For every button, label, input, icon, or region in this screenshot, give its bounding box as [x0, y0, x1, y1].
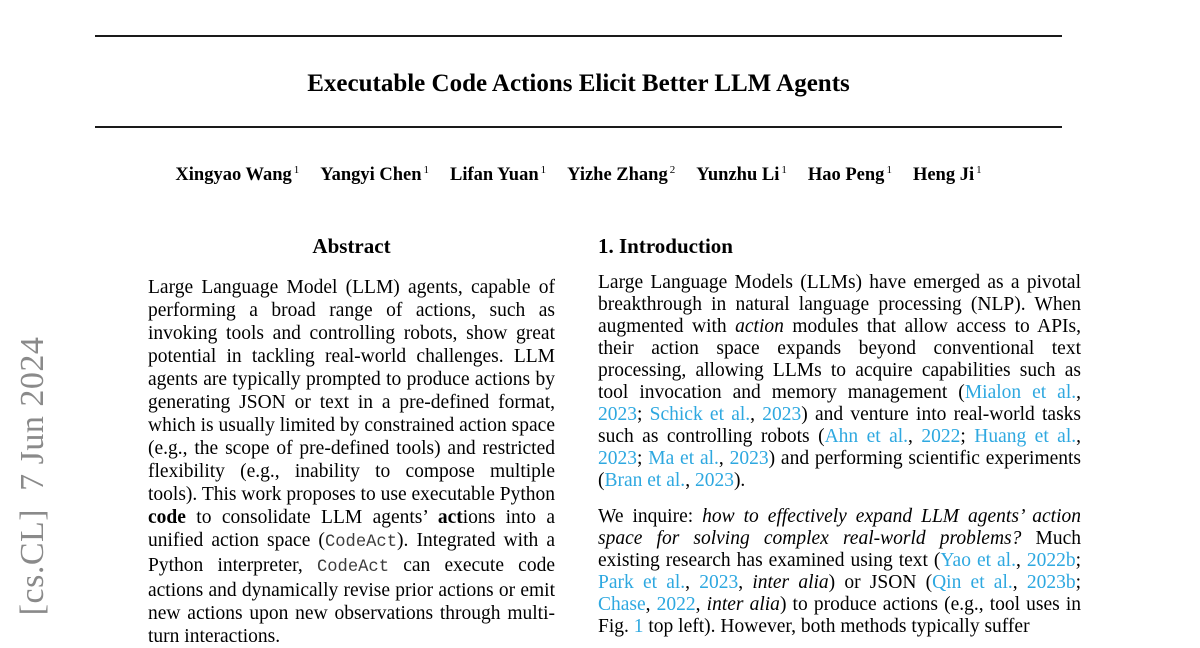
author [450, 165, 546, 186]
author [567, 165, 675, 186]
author-list [95, 165, 1062, 186]
author-affiliation-sup: 1 [781, 163, 787, 176]
text-segment: , [685, 470, 695, 491]
citation-link[interactable]: 2023b [1026, 572, 1076, 593]
author-affiliation-sup: 2 [669, 163, 676, 176]
text-segment: , [750, 404, 763, 425]
text-segment: act [437, 507, 463, 528]
citation-link[interactable]: Ma et al. [648, 448, 719, 469]
citation-link[interactable]: 2022 [921, 426, 961, 447]
text-segment: top left). However, both methods typically suffer [643, 616, 1030, 637]
citation-link[interactable]: Chase [598, 594, 646, 615]
text-segment: , [645, 594, 657, 615]
introduction-paragraph-2 [598, 506, 1081, 638]
abstract-text [148, 276, 555, 648]
author-name: Hao Peng [807, 165, 885, 185]
text-segment: ) and venture into real-world tasks such as controlling robots ( [598, 404, 1082, 447]
paper-title: Executable Code Actions Elicit Better LLM Agents [307, 70, 850, 97]
author-name: Yunzhu Li [696, 165, 780, 185]
citation-link[interactable]: Yao et al. [940, 550, 1016, 571]
text-segment: inter alia [706, 594, 780, 615]
author-name: Xingyao Wang [175, 165, 292, 185]
arxiv-watermark: [cs.CL] 7 Jun 2024 [14, 336, 51, 616]
text-segment: , [1015, 550, 1027, 571]
introduction-heading: 1. Introduction [598, 234, 733, 258]
text-segment: , [1076, 382, 1081, 403]
citation-link[interactable]: Schick et al. [649, 404, 751, 425]
text-segment: , [685, 572, 700, 593]
author-name: Yangyi Chen [320, 165, 422, 185]
author [175, 165, 299, 186]
author-affiliation-sup: 1 [540, 163, 547, 176]
citation-link[interactable]: Mialon et al. [964, 382, 1077, 403]
citation-link[interactable]: Qin et al. [932, 572, 1013, 593]
text-segment: code [148, 507, 186, 528]
text-segment: ; [960, 426, 975, 447]
citation-link[interactable]: 2022 [656, 594, 696, 615]
text-segment: ; [1075, 572, 1082, 593]
citation-link[interactable]: 1 [633, 616, 644, 637]
title-rule-bottom [95, 126, 1062, 128]
text-segment: to consolidate LLM agents’ [185, 507, 438, 528]
text-segment: CodeAct [324, 533, 398, 552]
text-segment: action [735, 316, 784, 337]
text-segment: modules that allow access to APIs, their action space expands beyond conventional text processing, allowing LLMs to acquire capabilities such as tool invocation and memory management ( [598, 316, 1081, 403]
author-name: Yizhe Zhang [567, 165, 668, 185]
citation-link[interactable]: 2023 [598, 404, 637, 425]
introduction-paragraph-1 [598, 272, 1081, 492]
author-name: Heng Ji [912, 165, 975, 185]
text-segment: inter alia [752, 572, 829, 593]
citation-link[interactable]: 2023 [699, 572, 739, 593]
author-affiliation-sup: 1 [293, 163, 300, 176]
text-segment: can execute code actions and dynamically revise prior actions or emit new actions upon new observations through multi-turn interactions. [148, 555, 555, 647]
text-segment: , [718, 448, 730, 469]
text-segment: CodeAct [316, 558, 390, 577]
title-rule-top [95, 35, 1062, 37]
text-segment: ; [637, 404, 650, 425]
abstract-heading: Abstract [312, 234, 391, 258]
author [808, 165, 892, 186]
text-segment: ) and performing scientific experiments ( [598, 448, 1082, 491]
text-segment: Much existing research has examined using text ( [598, 528, 1081, 571]
author-affiliation-sup: 1 [886, 163, 892, 176]
text-segment: We inquire: [598, 506, 703, 527]
author-name: Lifan Yuan [450, 165, 539, 185]
text-segment: ions into a unified action space ( [148, 507, 555, 551]
text-segment: ). Integrated with a Python interpreter, [148, 530, 555, 576]
author [320, 165, 429, 186]
citation-link[interactable]: Huang et al. [974, 426, 1077, 447]
text-segment: , [1012, 572, 1027, 593]
text-segment: Large Language Model (LLM) agents, capable of performing a broad range of actions, such as invoking tools and controlling robots, show great potential in tackling real-world challenges. LLM agents are typically prompted to produce actions by generating JSON or text in a pre-defined format, which is usually limited by constrained action space (e.g., the scope of pre-defined tools) and restricted flexibility (e.g., inability to compose multiple tools). This work proposes to use executable Python [148, 277, 555, 505]
author [913, 165, 982, 186]
text-segment: how to effectively expand LLM agents’ action space for solving complex real-world problems? [598, 506, 1082, 549]
text-segment: , [738, 572, 753, 593]
citation-link[interactable]: 2023 [762, 404, 802, 425]
abstract-section [148, 234, 555, 648]
text-segment: , [908, 426, 922, 447]
text-segment: Large Language Models (LLMs) have emerged as a pivotal breakthrough in natural language processing (NLP). When augmented with [598, 272, 1081, 337]
citation-link[interactable]: Ahn et al. [824, 426, 909, 447]
author-affiliation-sup: 1 [976, 163, 982, 176]
text-segment: ) or JSON ( [828, 572, 933, 593]
citation-link[interactable]: Park et al. [598, 572, 686, 593]
text-segment: ; [1075, 550, 1082, 571]
citation-link[interactable]: 2023 [729, 448, 769, 469]
author [696, 165, 787, 186]
text-segment: , [695, 594, 707, 615]
citation-link[interactable]: 2023 [694, 470, 734, 491]
author-affiliation-sup: 1 [423, 163, 430, 176]
citation-link[interactable]: Bran et al. [604, 470, 686, 491]
text-segment: , [1076, 426, 1081, 447]
text-segment: ) to produce actions (e.g., tool uses in Fig. [598, 594, 1082, 637]
citation-link[interactable]: 2023 [598, 448, 637, 469]
text-segment: ; [637, 448, 649, 469]
citation-link[interactable]: 2022b [1026, 550, 1076, 571]
text-segment: ). [733, 470, 746, 491]
introduction-section [598, 234, 1081, 638]
